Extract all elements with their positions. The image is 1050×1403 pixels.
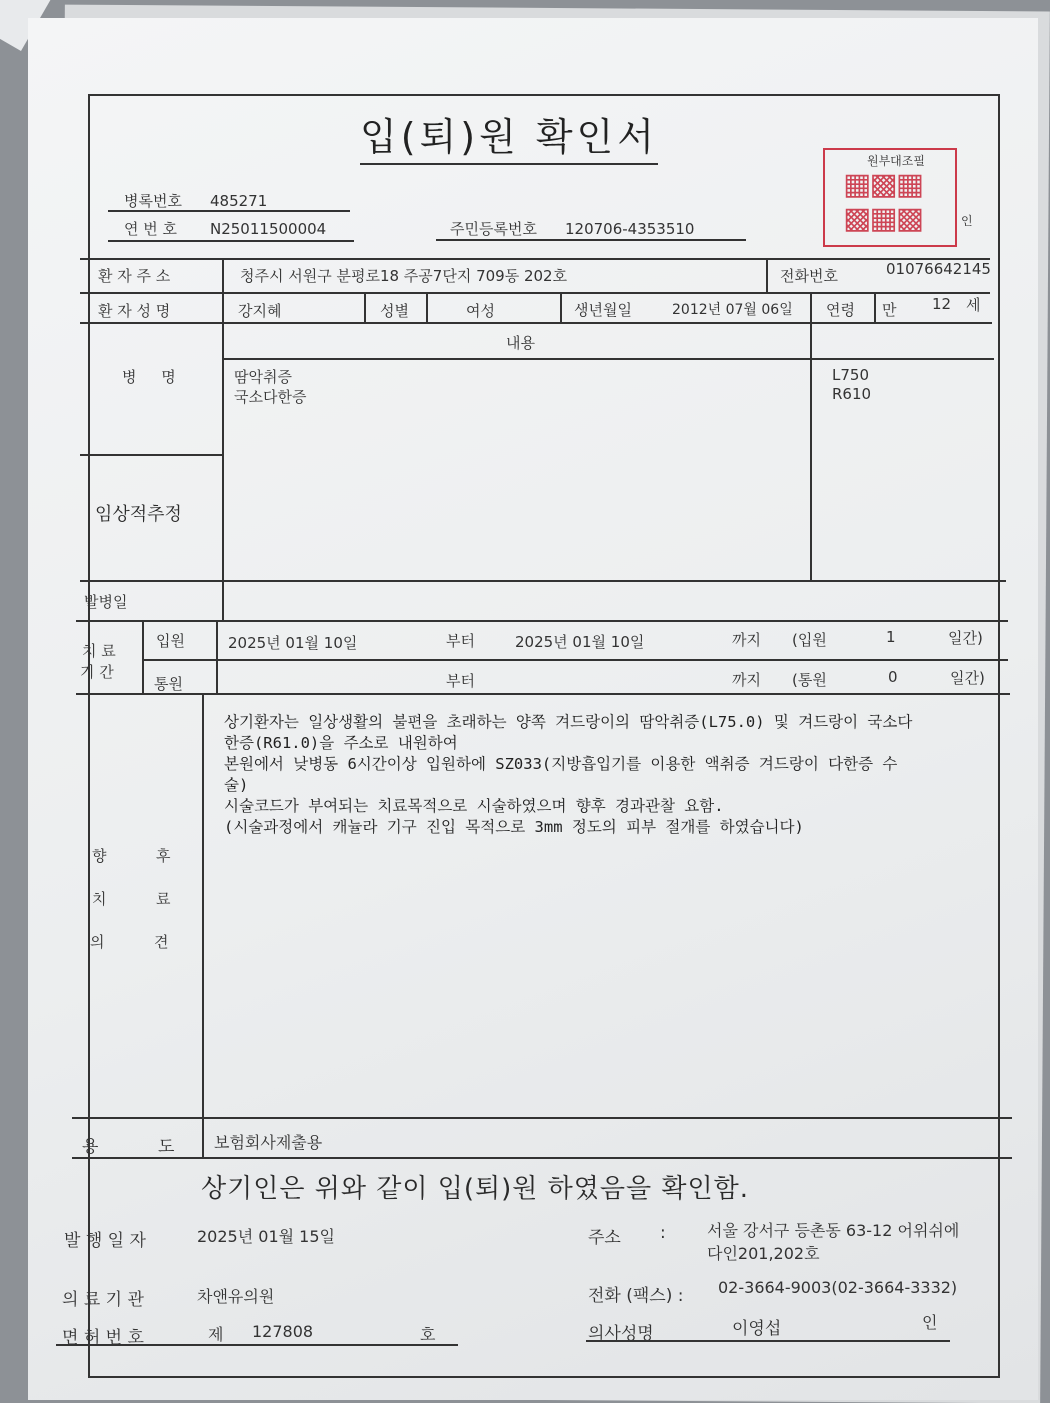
issue-date: 2025년 01월 15일	[197, 1227, 335, 1246]
opinion-line: 시술코드가 부여되는 치료목적으로 시술하였으며 향후 경과관찰 요함.	[224, 797, 724, 815]
record-no: 485271	[210, 192, 268, 210]
issue-date-label: 발 행 일 자	[64, 1231, 146, 1251]
confirmation-statement: 상기인은 위와 같이 입(퇴)원 하였음을 확인함.	[201, 1174, 749, 1204]
outpatient-label: 통원	[154, 675, 183, 693]
license-prefix: 제	[208, 1325, 224, 1344]
age-prefix: 만	[882, 301, 897, 319]
resident-no-label: 주민등록번호	[450, 220, 537, 238]
content-header: 내용	[506, 334, 535, 352]
resident-no: 120706-4353510	[565, 220, 695, 238]
inpatient-days-prefix: (입원	[792, 631, 827, 649]
diagnosis-label: 병 명	[122, 368, 176, 386]
name-label: 환 자 성 명	[98, 302, 171, 320]
period-label-2: 기 간	[80, 663, 114, 681]
institution-name: 차앤유의원	[197, 1287, 275, 1306]
document-page	[28, 18, 1038, 1400]
inpatient-days: 1	[886, 628, 896, 646]
diagnosis-item-2: 국소다한증	[234, 388, 307, 406]
inpatient-label: 입원	[156, 632, 185, 650]
opinion-text	[224, 712, 912, 838]
age-unit: 세	[966, 296, 981, 314]
verification-stamp	[823, 148, 973, 247]
document-title: 입(퇴)원 확인서	[360, 106, 658, 165]
opinion-line: 상기환자는 일상생활의 불편을 초래하는 양쪽 겨드랑이의 땀악취증(L75.0) 및 겨드랑이 국소다	[224, 713, 913, 731]
patient-name: 강지혜	[238, 302, 282, 320]
license-label: 면 허 번 호	[62, 1328, 144, 1348]
issuer-address-colon: :	[660, 1223, 666, 1243]
opinion-label-c: 치	[92, 890, 107, 908]
opinion-line: 술)	[224, 776, 249, 794]
outpatient-days-prefix: (통원	[792, 671, 827, 689]
diagnosis-code-2: R610	[832, 385, 872, 403]
serial-no: N25011500004	[210, 220, 327, 238]
issuer-address-line1: 서울 강서구 등촌동 63-12 어위쉬에	[707, 1221, 960, 1240]
issuer-phone: 02-3664-9003(02-3664-3332)	[718, 1278, 958, 1297]
seal-glyph-icon: ▦▩▦ ▩▦▩	[843, 167, 923, 236]
license-suffix: 호	[420, 1325, 436, 1344]
outpatient-days-suffix: 일간)	[950, 669, 985, 687]
purpose-label-b: 도	[158, 1137, 175, 1157]
record-no-label: 병록번호	[124, 192, 182, 210]
address-label: 환 자 주 소	[98, 267, 171, 285]
clinical-estimate-label: 임상적추정	[95, 504, 182, 525]
patient-phone: 01076642145	[886, 260, 991, 278]
opinion-label-d: 료	[156, 890, 171, 908]
patient-sex: 여성	[466, 302, 495, 320]
inpatient-days-suffix: 일간)	[948, 629, 983, 647]
opinion-label-a: 향	[92, 847, 107, 865]
period-label-1: 치 료	[82, 642, 116, 660]
doctor-seal-mark: 인	[922, 1313, 938, 1332]
diagnosis-item-1: 땀악취증	[234, 368, 292, 386]
issuer-address-label: 주소	[588, 1228, 621, 1248]
serial-no-label: 연 번 호	[124, 220, 178, 238]
purpose-value: 보험회사제출용	[214, 1133, 323, 1152]
diagnosis-code-1: L750	[832, 366, 869, 384]
inpatient-from-word: 부터	[446, 632, 475, 650]
birth-label: 생년월일	[574, 301, 632, 319]
patient-address: 청주시 서원구 분평로18 주공7단지 709동 202호	[240, 267, 568, 285]
opinion-label-b: 후	[156, 847, 171, 865]
inpatient-to: 2025년 01월 10일	[515, 633, 645, 651]
phone-label: 전화번호	[780, 267, 838, 285]
inpatient-from: 2025년 01월 10일	[228, 634, 358, 652]
opinion-label-e: 의	[90, 933, 105, 951]
opinion-line: 본원에서 낮병동 6시간이상 입원하에 SZ033(지방흡입기를 이용한 액취증 겨드랑이 다한증 수	[224, 755, 898, 773]
institution-label: 의 료 기 관	[62, 1290, 144, 1310]
issuer-phone-label: 전화 (팩스) :	[588, 1286, 684, 1306]
purpose-label-a: 용	[82, 1137, 99, 1157]
inpatient-to-word: 까지	[732, 631, 761, 649]
outpatient-from-word: 부터	[446, 672, 475, 690]
stamp-caption: 원부대조필	[867, 154, 925, 168]
patient-age: 12	[932, 295, 952, 313]
issuer-address-line2: 다인201,202호	[707, 1244, 820, 1263]
doctor-label: 의사성명	[588, 1324, 654, 1344]
license-no: 127808	[252, 1322, 314, 1341]
stamp-seal-mark: 인	[961, 214, 973, 228]
opinion-line: 한증(R61.0)을 주소로 내원하여	[224, 734, 458, 752]
sex-label: 성별	[380, 302, 409, 320]
age-label: 연령	[826, 301, 855, 319]
outpatient-days: 0	[888, 668, 898, 686]
doctor-name: 이영섭	[732, 1319, 782, 1339]
patient-birth: 2012년 07월 06일	[672, 302, 793, 318]
onset-label: 발병일	[84, 593, 128, 611]
opinion-label-f: 견	[154, 933, 169, 951]
outpatient-to-word: 까지	[732, 671, 761, 689]
opinion-line: (시술과정에서 캐뉼라 기구 진입 목적으로 3mm 정도의 피부 절개를 하였습니다)	[224, 818, 804, 836]
